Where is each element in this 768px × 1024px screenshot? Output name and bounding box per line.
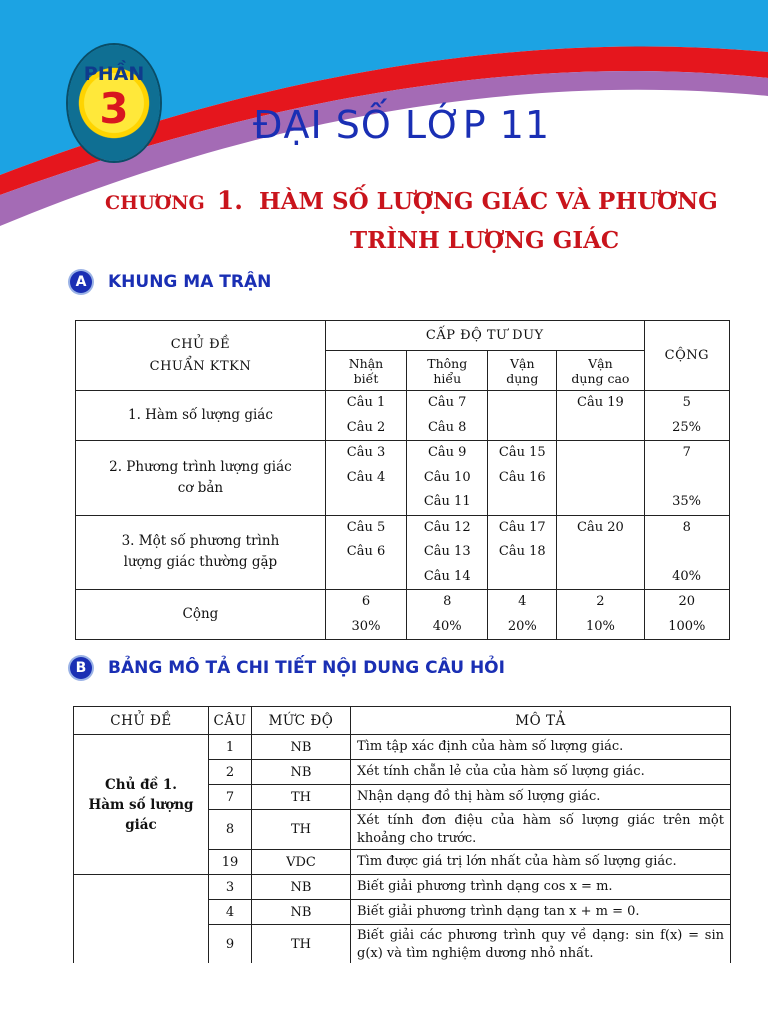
detail-description: Xét tính chẵn lẻ của của hàm số lượng giác.	[351, 760, 731, 785]
matrix-topic-1: 1. Hàm số lượng giác	[76, 391, 326, 441]
matrix-cell: Câu 12 Câu 13 Câu 14	[407, 515, 488, 590]
detail-question: 7	[209, 785, 252, 810]
page-title: ĐẠI SỐ LỚP 11	[253, 103, 551, 147]
level-vd-header: Vận dụng	[488, 351, 557, 391]
detail-level: TH	[252, 925, 351, 965]
chapter-number: 1.	[216, 186, 243, 215]
page-bottom-margin	[0, 963, 768, 1024]
detail-question: 1	[209, 735, 252, 760]
matrix-total-cell: 5 25%	[644, 391, 729, 441]
matrix-cell: Câu 1 Câu 2	[325, 391, 406, 441]
detail-question: 3	[209, 875, 252, 900]
matrix-cell: 6 30%	[325, 590, 406, 640]
matrix-table	[75, 320, 730, 640]
detail-level: NB	[252, 760, 351, 785]
matrix-cell: Câu 20	[557, 515, 644, 590]
chapter-heading	[105, 182, 745, 260]
matrix-cell: 8 40%	[407, 590, 488, 640]
detail-description: Tìm được giá trị lớn nhất của hàm số lượng giác.	[351, 850, 731, 875]
matrix-total-cell: 7 35%	[644, 441, 729, 516]
detail-level: TH	[252, 785, 351, 810]
detail-description: Nhận dạng đồ thị hàm số lượng giác.	[351, 785, 731, 810]
matrix-topic-header	[76, 321, 326, 391]
detail-header-question: CÂU	[209, 707, 252, 735]
detail-description: Biết giải phương trình dạng tan x + m = 0.	[351, 900, 731, 925]
matrix-sum-label: Cộng	[76, 590, 326, 640]
matrix-cell	[488, 391, 557, 441]
detail-question: 8	[209, 810, 252, 850]
detail-level: NB	[252, 875, 351, 900]
matrix-total-cell: 8 40%	[644, 515, 729, 590]
matrix-level-header: CẤP ĐỘ TƯ DUY	[325, 321, 644, 351]
detail-header-topic: CHỦ ĐỀ	[74, 707, 209, 735]
matrix-cell: Câu 15 Câu 16	[488, 441, 557, 516]
level-th-header: Thông hiểu	[407, 351, 488, 391]
detail-level: TH	[252, 810, 351, 850]
detail-level: VDC	[252, 850, 351, 875]
detail-row	[74, 875, 731, 900]
detail-description: Biết giải các phương trình quy về dạng: sin f(x) = sin g(x) và tìm nghiệm dương nhỏ nhất.	[351, 925, 731, 965]
part-label: PHẦN	[83, 63, 145, 85]
matrix-total-cell: 20 100%	[644, 590, 729, 640]
matrix-cell: 4 20%	[488, 590, 557, 640]
chapter-word: CHƯƠNG	[105, 192, 205, 214]
detail-description: Tìm tập xác định của hàm số lượng giác.	[351, 735, 731, 760]
matrix-cell: Câu 19	[557, 391, 644, 441]
matrix-sum-row	[76, 590, 730, 640]
detail-table	[73, 706, 731, 965]
detail-question: 4	[209, 900, 252, 925]
detail-topic-2	[74, 875, 209, 965]
chapter-title-line2: TRÌNH LƯỢNG GIÁC	[350, 227, 620, 254]
section-a-title: KHUNG MA TRẬN	[108, 272, 272, 292]
matrix-cell: Câu 9 Câu 10 Câu 11	[407, 441, 488, 516]
topic-header-line1: CHỦ ĐỀ	[170, 336, 231, 352]
detail-question: 9	[209, 925, 252, 965]
matrix-topic-3: 3. Một số phương trình lượng giác thường gặp	[76, 515, 326, 590]
section-b-heading	[70, 657, 505, 679]
matrix-cell: Câu 7 Câu 8	[407, 391, 488, 441]
detail-header-description: MÔ TẢ	[351, 707, 731, 735]
section-b-title: BẢNG MÔ TẢ CHI TIẾT NỘI DUNG CÂU HỎI	[108, 658, 505, 678]
section-a-heading	[70, 271, 271, 293]
matrix-row	[76, 441, 730, 516]
detail-level: NB	[252, 900, 351, 925]
matrix-row	[76, 391, 730, 441]
detail-description: Biết giải phương trình dạng cos x = m.	[351, 875, 731, 900]
matrix-cell: Câu 3 Câu 4	[325, 441, 406, 516]
section-a-letter-icon: A	[70, 271, 92, 293]
part-badge	[68, 45, 160, 161]
topic-header-line2: CHUẨN KTKN	[149, 358, 252, 374]
detail-question: 2	[209, 760, 252, 785]
level-nb-header: Nhận biết	[325, 351, 406, 391]
matrix-cell: Câu 17 Câu 18	[488, 515, 557, 590]
level-vdc-header: Vận dụng cao	[557, 351, 644, 391]
matrix-cell: Câu 5 Câu 6	[325, 515, 406, 590]
detail-question: 19	[209, 850, 252, 875]
detail-topic-1: Chủ đề 1. Hàm số lượng giác	[74, 735, 209, 875]
part-number: 3	[99, 84, 129, 133]
matrix-topic-2: 2. Phương trình lượng giác cơ bản	[76, 441, 326, 516]
detail-description: Xét tính đơn điệu của hàm số lượng giác trên một khoảng cho trước.	[351, 810, 731, 850]
detail-row	[74, 735, 731, 760]
matrix-row	[76, 515, 730, 590]
section-b-letter-icon: B	[70, 657, 92, 679]
chapter-title-line1: HÀM SỐ LƯỢNG GIÁC VÀ PHƯƠNG	[258, 188, 718, 215]
detail-level: NB	[252, 735, 351, 760]
detail-header-level: MỨC ĐỘ	[252, 707, 351, 735]
matrix-total-header: CỘNG	[644, 321, 729, 391]
matrix-cell: 2 10%	[557, 590, 644, 640]
matrix-cell	[557, 441, 644, 516]
